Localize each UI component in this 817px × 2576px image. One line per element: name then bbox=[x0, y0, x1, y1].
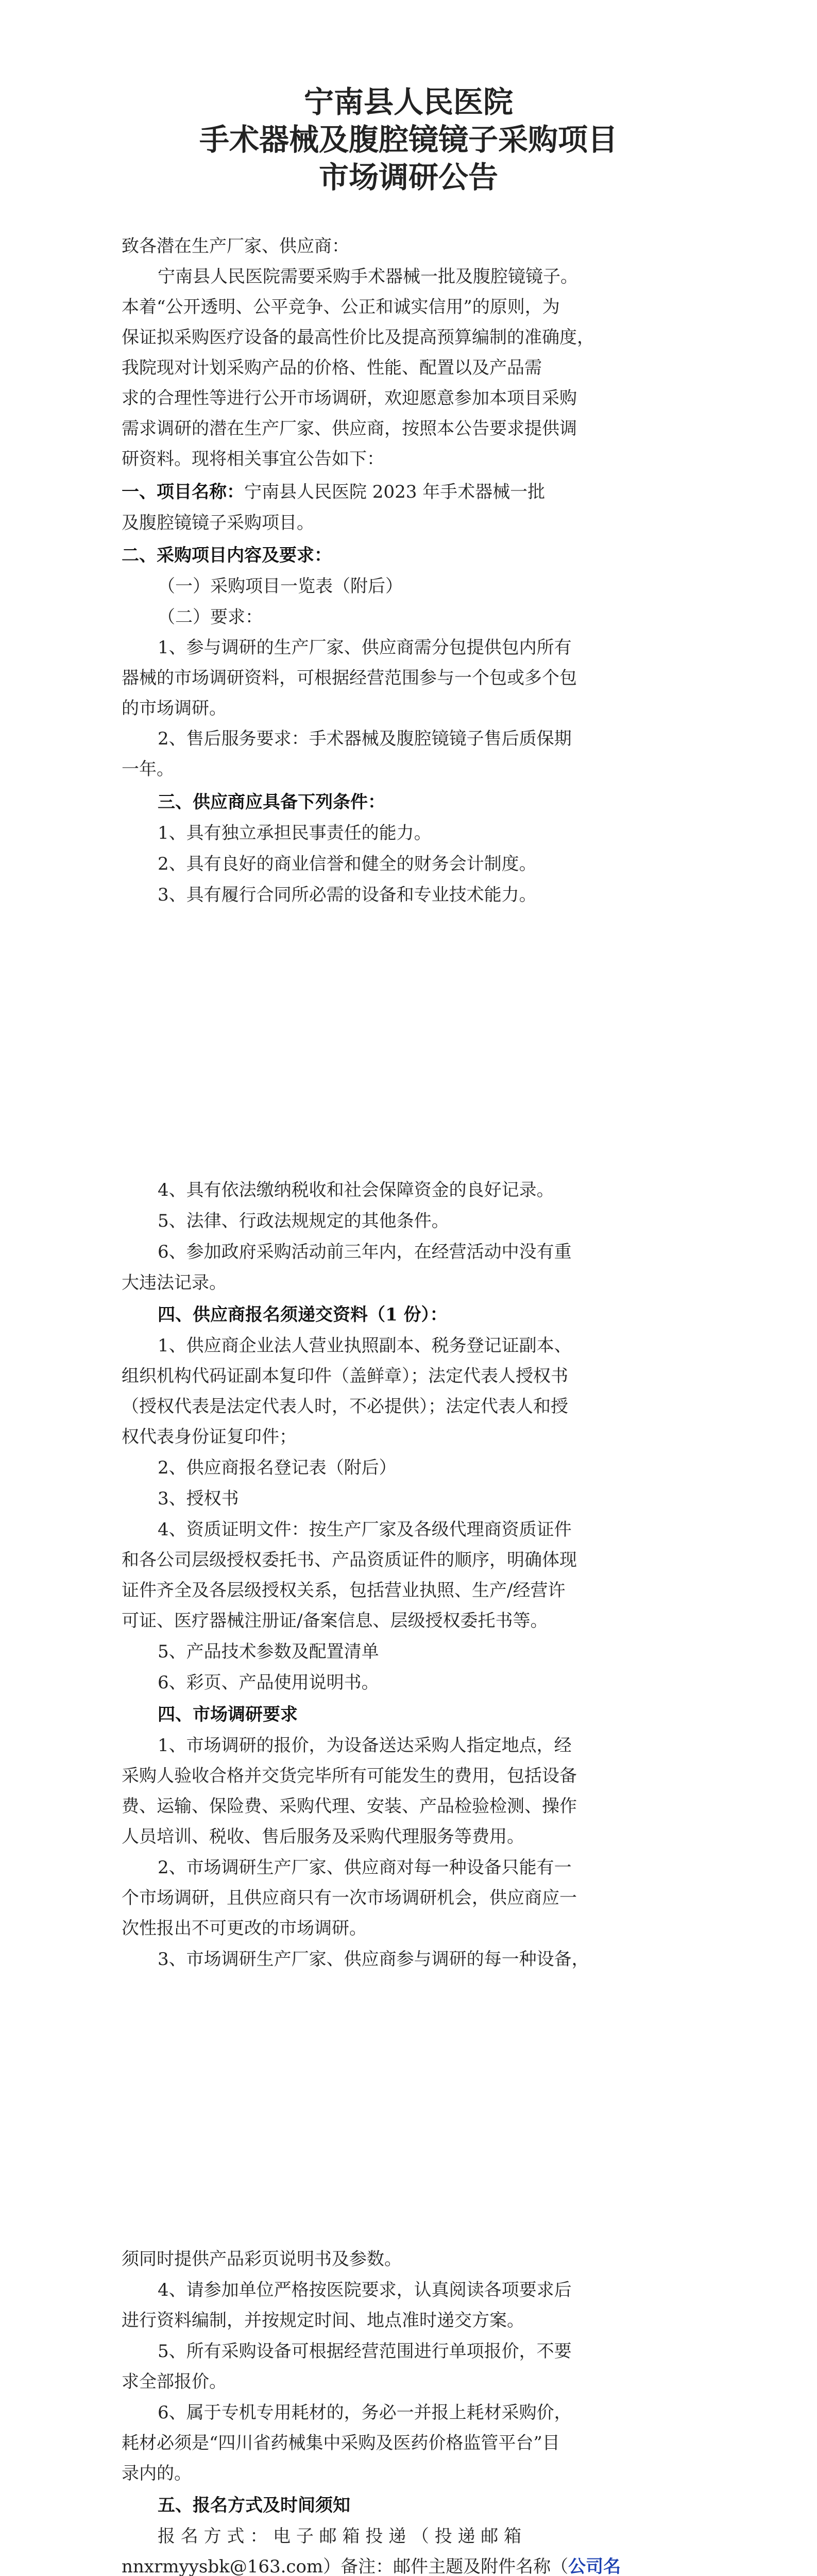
section-4b-line: 耗材必须是“四川省药械集中采购及医药价格监管平台”目 bbox=[122, 2433, 560, 2453]
section-1-label: 一、项目名称： bbox=[122, 482, 244, 502]
intro-line: 宁南县人民医院需要采购手术器械一批及腹腔镜镜子。 bbox=[158, 266, 578, 287]
section-2-line: 的市场调研。 bbox=[122, 698, 227, 719]
section-4-line: 可证、医疗器械注册证/备案信息、层级授权委托书等。 bbox=[122, 1611, 548, 1631]
section-4-heading: 四、供应商报名须递交资料（1 份）： bbox=[158, 1304, 448, 1325]
section-4b-line: 费、运输、保险费、采购代理、安装、产品检验检测、操作 bbox=[122, 1796, 577, 1817]
intro-line: 求的合理性等进行公开市场调研，欢迎愿意参加本项目采购 bbox=[122, 388, 577, 409]
section-4b-line: 人员培训、税收、售后服务及采购代理服务等费用。 bbox=[122, 1826, 524, 1847]
section-3-item: 2、具有良好的商业信誉和健全的财务会计制度。 bbox=[158, 854, 537, 874]
section-3-item: 5、法律、行政法规规定的其他条件。 bbox=[158, 1211, 449, 1231]
section-4b-line: 采购人验收合格并交货完毕所有可能发生的费用，包括设备 bbox=[122, 1766, 577, 1786]
section-3-item: 大违法记录。 bbox=[122, 1273, 227, 1293]
section-4-line: 5、产品技术参数及配置清单 bbox=[158, 1641, 379, 1662]
section-4-line: 证件齐全及各层级授权关系，包括营业执照、生产/经营许 bbox=[122, 1580, 566, 1601]
section-5-line: 报 名 方 式 ： 电 子 邮 箱 投 递 （ 投 递 邮 箱 bbox=[158, 2526, 522, 2547]
section-4b-line: 进行资料编制，并按规定时间、地点准时递交方案。 bbox=[122, 2310, 524, 2331]
section-3-item: 4、具有依法缴纳税收和社会保障资金的良好记录。 bbox=[158, 1180, 554, 1200]
email-text: nnxrmyysbk@163.com）备注：邮件主题及附件名称（ bbox=[122, 2556, 569, 2576]
email-subject-format: 公司名 bbox=[568, 2556, 621, 2576]
section-4-line: 组织机构代码证副本复印件（盖鲜章）；法定代表人授权书 bbox=[122, 1366, 568, 1386]
section-4-line: 4、资质证明文件：按生产厂家及各级代理商资质证件 bbox=[158, 1519, 572, 1540]
section-4-line: 2、供应商报名登记表（附后） bbox=[158, 1458, 397, 1478]
section-4-line: 6、彩页、产品使用说明书。 bbox=[158, 1672, 379, 1693]
section-4-line: （授权代表是法定代表人时，不必提供）；法定代表人和授 bbox=[122, 1396, 568, 1417]
section-4b-line: 4、请参加单位严格按医院要求，认真阅读各项要求后 bbox=[158, 2280, 572, 2300]
section-2-item: （一）采购项目一览表（附后） bbox=[158, 576, 403, 597]
section-4-line: 1、供应商企业法人营业执照副本、税务登记证副本、 bbox=[158, 1335, 572, 1356]
section-4b-line: 2、市场调研生产厂家、供应商对每一种设备只能有一 bbox=[158, 1857, 572, 1878]
section-3-heading: 三、供应商应具备下列条件： bbox=[158, 792, 385, 812]
section-3-item: 3、具有履行合同所必需的设备和专业技术能力。 bbox=[158, 885, 537, 905]
section-1 bbox=[122, 482, 545, 502]
section-4b-line: 求全部报价。 bbox=[122, 2371, 227, 2392]
section-2-heading: 二、采购项目内容及要求： bbox=[122, 545, 332, 566]
section-4-line: 和各公司层级授权委托书、产品资质证件的顺序，明确体现 bbox=[122, 1550, 577, 1570]
section-2-line: 器械的市场调研资料，可根据经营范围参与一个包或多个包 bbox=[122, 668, 577, 688]
intro-line: 保证拟采购医疗设备的最高性价比及提高预算编制的准确度， bbox=[122, 327, 594, 348]
section-1-line: 及腹腔镜镜子采购项目。 bbox=[122, 513, 314, 533]
section-4b-line: 个市场调研，且供应商只有一次市场调研机会，供应商应一 bbox=[122, 1888, 577, 1908]
section-4-line: 权代表身份证复印件； bbox=[122, 1427, 297, 1447]
title-line-1: 宁南县人民医院 bbox=[303, 84, 513, 120]
greeting: 致各潜在生产厂家、供应商： bbox=[122, 236, 349, 257]
intro-line: 研资料。现将相关事宜公告如下： bbox=[122, 449, 384, 469]
section-4b-line: 次性报出不可更改的市场调研。 bbox=[122, 1918, 367, 1939]
intro-line: 本着“公开透明、公平竞争、公正和诚实信用”的原则，为 bbox=[122, 297, 560, 317]
section-2-item: （二）要求： bbox=[158, 607, 263, 628]
section-4-line: 3、授权书 bbox=[158, 1488, 239, 1509]
section-2-line: 2、售后服务要求：手术器械及腹腔镜镜子售后质保期 bbox=[158, 728, 572, 749]
title-line-3: 市场调研公告 bbox=[318, 160, 498, 195]
section-4b-line: 须同时提供产品彩页说明书及参数。 bbox=[122, 2249, 402, 2269]
section-4b-line: 6、属于专机专用耗材的，务必一并报上耗材采购价， bbox=[158, 2402, 572, 2423]
intro-line: 需求调研的潜在生产厂家、供应商，按照本公告要求提供调 bbox=[122, 418, 577, 439]
section-4b-line: 录内的。 bbox=[122, 2463, 192, 2484]
section-3-item: 6、参加政府采购活动前三年内，在经营活动中没有重 bbox=[158, 1242, 572, 1262]
title-line-2: 手术器械及腹腔镜镜子采购项目 bbox=[199, 122, 618, 157]
section-4b-heading: 四、市场调研要求 bbox=[158, 1704, 298, 1725]
section-2-line: 1、参与调研的生产厂家、供应商需分包提供包内所有 bbox=[158, 637, 572, 658]
section-1-text: 宁南县人民医院 2023 年手术器械一批 bbox=[244, 482, 546, 502]
section-4b-line: 1、市场调研的报价，为设备送达采购人指定地点，经 bbox=[158, 1735, 572, 1756]
intro-line: 我院现对计划采购产品的价格、性能、配置以及产品需 bbox=[122, 358, 542, 378]
section-4b-line: 3、市场调研生产厂家、供应商参与调研的每一种设备， bbox=[158, 1949, 589, 1970]
section-5-heading: 五、报名方式及时间须知 bbox=[158, 2495, 350, 2516]
section-4b-line: 5、所有采购设备可根据经营范围进行单项报价，不要 bbox=[158, 2341, 572, 2362]
section-2-line: 一年。 bbox=[122, 759, 174, 779]
section-5-line bbox=[122, 2556, 621, 2576]
section-3-item: 1、具有独立承担民事责任的能力。 bbox=[158, 823, 432, 843]
